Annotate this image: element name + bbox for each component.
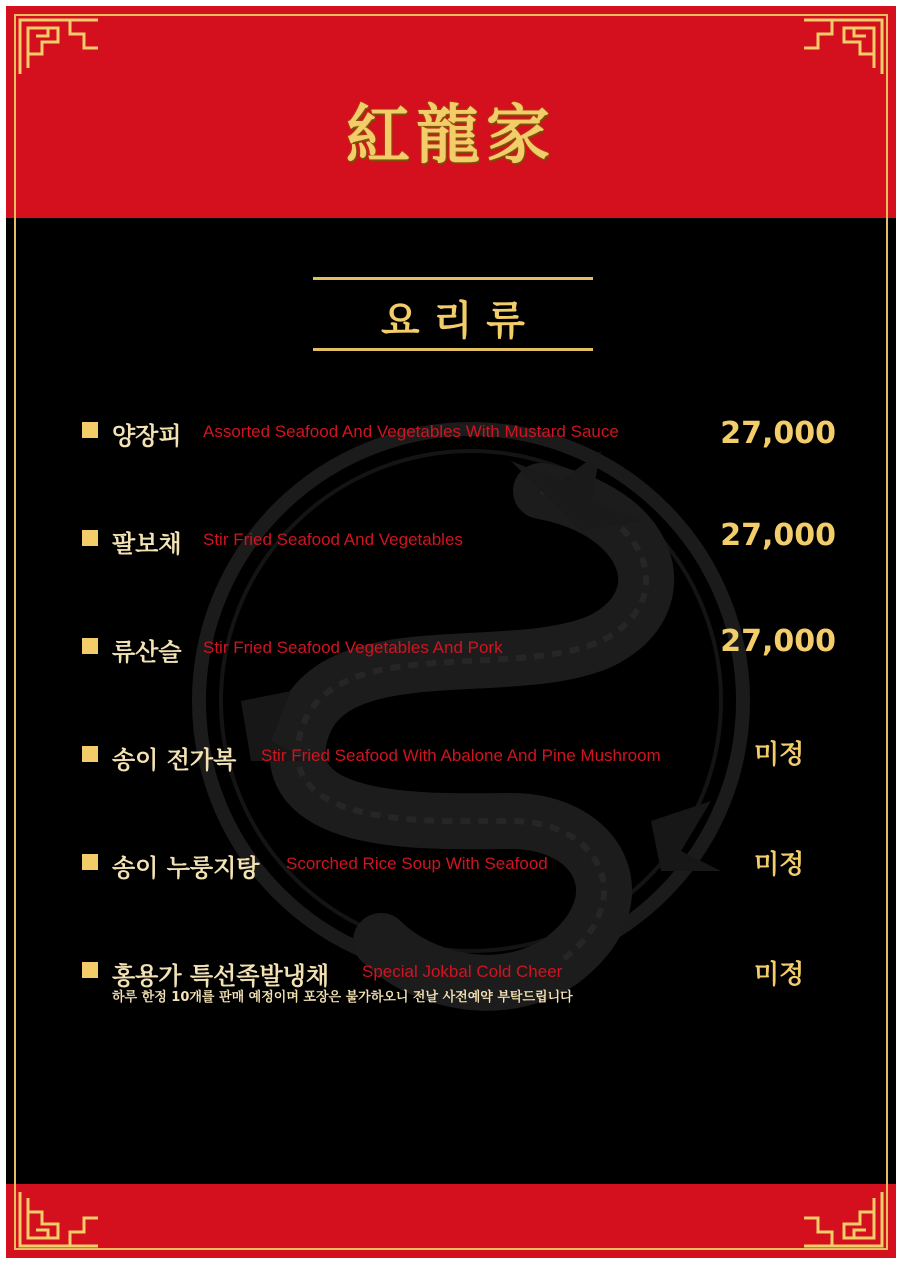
body-gold-rule-left (14, 218, 16, 1184)
corner-fret-bottom-left-icon (18, 1190, 100, 1248)
menu-item-price: 미정 (754, 740, 805, 770)
menu-item-korean-name: 류산슬 (112, 638, 182, 666)
footer-gold-rule (14, 1248, 888, 1250)
square-bullet-icon (82, 746, 98, 762)
corner-fret-top-left-icon (18, 18, 100, 76)
menu-item-english-name: Scorched Rice Soup With Seafood (286, 854, 548, 873)
preorder-note: 하루 한정 10개를 판매 예정이며 포장은 불가하오니 전날 사전예약 부탁드립니다 (112, 990, 573, 1005)
menu-item (6, 624, 896, 684)
menu-item-price: 27,000 (720, 518, 836, 553)
menu-item-price: 27,000 (720, 624, 836, 659)
menu-item (6, 732, 896, 792)
menu-item-korean-name: 송이 전가복 (112, 746, 237, 774)
section-title-box (313, 277, 593, 351)
menu-item-english-name: Stir Fried Seafood Vegetables And Pork (203, 638, 503, 657)
footer-gold-rule-left (14, 1184, 16, 1250)
menu-item-korean-name: 송이 누룽지탕 (112, 854, 260, 882)
section-title: 요리류 (381, 298, 539, 344)
corner-fret-bottom-right-icon (802, 1190, 884, 1248)
square-bullet-icon (82, 854, 98, 870)
menu-item-korean-name: 홍용가 특선족발냉채 (112, 962, 330, 990)
menu-item-price: 27,000 (720, 416, 836, 451)
square-bullet-icon (82, 422, 98, 438)
square-bullet-icon (82, 962, 98, 978)
menu-item-english-name: Special Jokbal Cold Cheer (362, 962, 563, 981)
menu-page (6, 6, 896, 1258)
menu-item-english-name: Stir Fried Seafood With Abalone And Pine Mushroom (261, 746, 661, 765)
menu-item (6, 516, 896, 576)
menu-item (6, 840, 896, 900)
menu-item-korean-name: 양장피 (112, 422, 182, 450)
menu-item-price: 미정 (754, 960, 805, 990)
menu-item (6, 408, 896, 468)
square-bullet-icon (82, 638, 98, 654)
menu-item-korean-name: 팔보채 (112, 530, 182, 558)
header-band (6, 6, 896, 218)
header-gold-rule (14, 14, 888, 16)
corner-fret-top-right-icon (802, 18, 884, 76)
body-gold-rule-right (886, 218, 888, 1184)
square-bullet-icon (82, 530, 98, 546)
dragon-emblem-icon (181, 401, 761, 1021)
menu-item-price: 미정 (754, 850, 805, 880)
footer-gold-rule-right (886, 1184, 888, 1250)
menu-item-english-name: Assorted Seafood And Vegetables With Mustard Sauce (203, 422, 619, 441)
restaurant-name: 紅龍家 (346, 98, 556, 173)
menu-item-english-name: Stir Fried Seafood And Vegetables (203, 530, 463, 549)
footer-band (6, 1184, 896, 1258)
